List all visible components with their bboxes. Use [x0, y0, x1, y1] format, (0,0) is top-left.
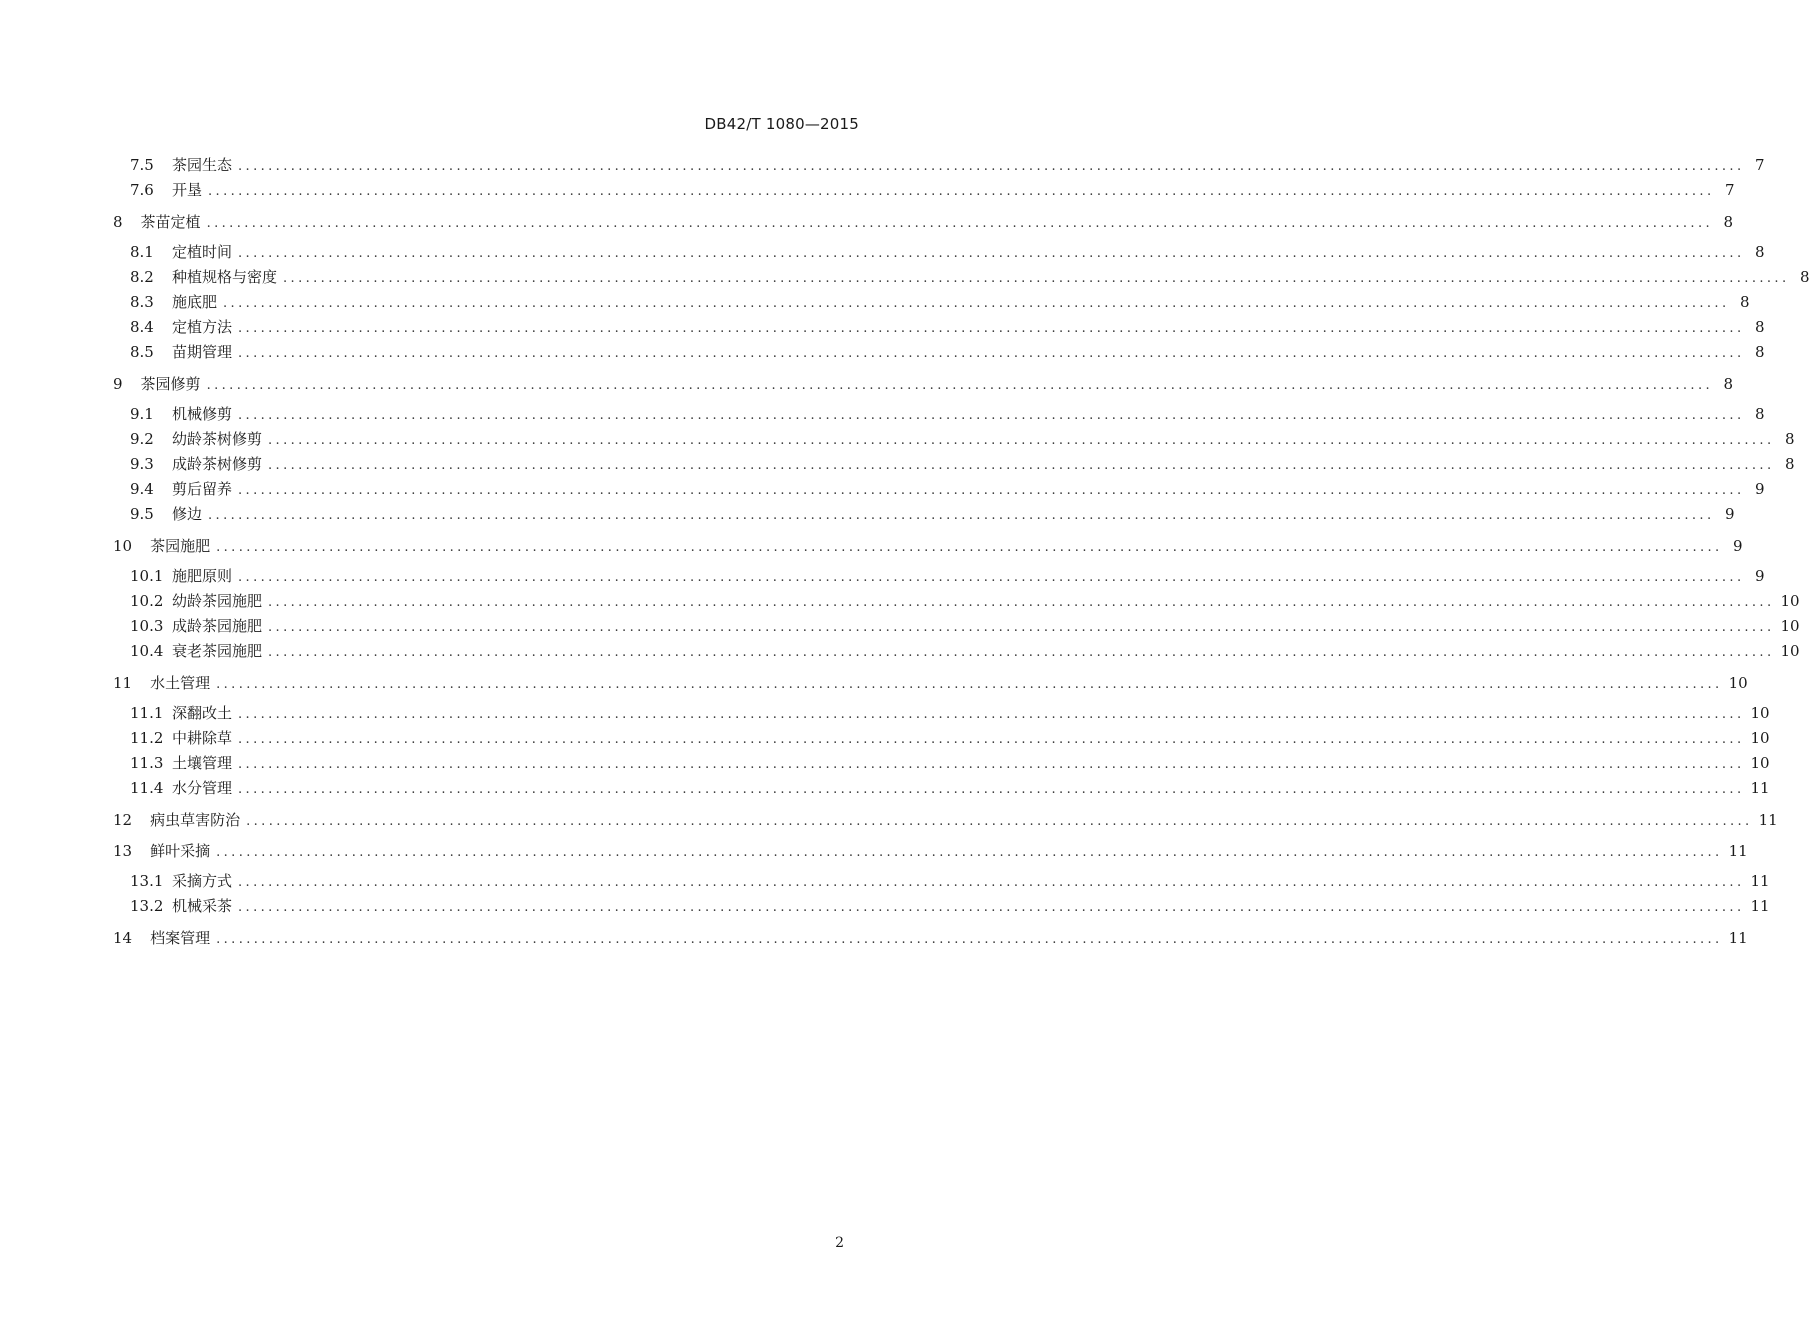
toc-entry[interactable]: [130, 590, 1800, 612]
toc-entry-title: 修边: [172, 505, 203, 523]
toc-entry-number: 13.2: [130, 897, 164, 915]
toc-entry-number: 8: [113, 213, 123, 231]
toc-leader-dots: ........................................................................................................................................................................................................: [238, 757, 1745, 772]
toc-leader-dots: ........................................................................................................................................................................................................: [238, 782, 1745, 797]
toc-leader-dots: ........................................................................................................................................................................................................: [238, 246, 1745, 261]
toc-entry-title: 水分管理: [172, 779, 233, 797]
toc-entry-number: 9.3: [130, 455, 154, 473]
toc-entry-number: 10.2: [130, 592, 164, 610]
toc-leader-dots: ........................................................................................................................................................................................................: [268, 458, 1775, 473]
toc-entry[interactable]: [130, 154, 1765, 176]
toc-entry-page: 8: [1784, 430, 1795, 448]
toc-entry[interactable]: [113, 672, 1748, 694]
toc-entry[interactable]: [130, 291, 1750, 313]
toc-leader-dots: ........................................................................................................................................................................................................: [216, 845, 1723, 860]
toc-entry-page: 10: [1750, 754, 1770, 772]
toc-leader-dots: ........................................................................................................................................................................................................: [238, 321, 1745, 336]
toc-leader-dots: ........................................................................................................................................................................................................: [268, 595, 1775, 610]
toc-entry-title: 茶园生态: [172, 156, 233, 174]
toc-entry-page: 8: [1723, 375, 1734, 393]
toc-entry-title: 施肥原则: [172, 567, 233, 585]
toc-entry-title: 幼龄茶树修剪: [172, 430, 263, 448]
toc-entry-number: 11: [113, 674, 133, 692]
toc-entry[interactable]: [130, 341, 1765, 363]
toc-entry[interactable]: [113, 809, 1778, 831]
toc-entry-page: 8: [1754, 243, 1765, 261]
toc-entry-number: 11.3: [130, 754, 164, 772]
toc-entry-page: 10: [1750, 729, 1770, 747]
toc-entry-page: 9: [1724, 505, 1735, 523]
toc-entry-number: 9.4: [130, 480, 154, 498]
toc-entry-page: 7: [1754, 156, 1765, 174]
toc-entry-page: 8: [1754, 318, 1765, 336]
toc-entry-title: 中耕除草: [172, 729, 233, 747]
toc-entry-number: 9.5: [130, 505, 154, 523]
toc-entry[interactable]: [113, 211, 1734, 233]
toc-entry-page: 11: [1750, 779, 1770, 797]
toc-entry-title: 幼龄茶园施肥: [172, 592, 263, 610]
toc-entry-page: 7: [1724, 181, 1735, 199]
toc-entry-number: 13.1: [130, 872, 164, 890]
toc-entry[interactable]: [130, 403, 1765, 425]
toc-entry[interactable]: [130, 241, 1765, 263]
toc-entry-number: 11.4: [130, 779, 164, 797]
toc-entry-title: 施底肥: [172, 293, 218, 311]
toc-leader-dots: ........................................................................................................................................................................................................: [208, 184, 1715, 199]
toc-entry-title: 鲜叶采摘: [150, 842, 211, 860]
toc-leader-dots: ........................................................................................................................................................................................................: [238, 570, 1745, 585]
toc-entry[interactable]: [113, 535, 1743, 557]
toc-leader-dots: ........................................................................................................................................................................................................: [208, 508, 1715, 523]
toc-entry-number: 9.1: [130, 405, 154, 423]
toc-entry-page: 11: [1750, 872, 1770, 890]
toc-entry-number: 11.1: [130, 704, 164, 722]
toc-leader-dots: ........................................................................................................................................................................................................: [206, 378, 1714, 393]
toc-entry-title: 水土管理: [150, 674, 211, 692]
toc-entry[interactable]: [130, 615, 1800, 637]
toc-entry[interactable]: [130, 565, 1765, 587]
toc-entry-page: 11: [1728, 842, 1748, 860]
toc-entry-title: 种植规格与密度: [172, 268, 278, 286]
toc-entry-page: 11: [1728, 929, 1748, 947]
toc-entry-number: 8.4: [130, 318, 154, 336]
toc-entry[interactable]: [130, 478, 1765, 500]
toc-leader-dots: ........................................................................................................................................................................................................: [238, 900, 1745, 915]
toc-entry-number: 8.5: [130, 343, 154, 361]
toc-entry[interactable]: [130, 727, 1770, 749]
toc-entry-page: 8: [1754, 343, 1765, 361]
toc-entry-number: 7.6: [130, 181, 154, 199]
toc-entry-page: 8: [1739, 293, 1750, 311]
toc-leader-dots: ........................................................................................................................................................................................................: [238, 408, 1745, 423]
toc-entry-page: 10: [1780, 617, 1800, 635]
toc-entry-number: 14: [113, 929, 133, 947]
toc-entry[interactable]: [130, 266, 1809, 288]
toc-leader-dots: ........................................................................................................................................................................................................: [238, 875, 1745, 890]
document-code: DB42/T 1080—2015: [704, 115, 859, 133]
toc-entry-page: 8: [1799, 268, 1809, 286]
toc-entry-title: 成龄茶树修剪: [172, 455, 263, 473]
toc-leader-dots: ........................................................................................................................................................................................................: [283, 271, 1790, 286]
toc-entry[interactable]: [113, 840, 1748, 862]
toc-entry-number: 10.3: [130, 617, 164, 635]
toc-entry-number: 8.1: [130, 243, 154, 261]
toc-entry-page: 8: [1754, 405, 1765, 423]
toc-entry-number: 13: [113, 842, 133, 860]
toc-entry-title: 剪后留养: [172, 480, 233, 498]
toc-entry-title: 苗期管理: [172, 343, 233, 361]
toc-entry-number: 9: [113, 375, 123, 393]
toc-leader-dots: ........................................................................................................................................................................................................: [206, 216, 1714, 231]
toc-entry[interactable]: [113, 373, 1734, 395]
toc-entry-number: 8.2: [130, 268, 154, 286]
toc-entry-title: 成龄茶园施肥: [172, 617, 263, 635]
toc-entry[interactable]: [130, 640, 1800, 662]
toc-entry[interactable]: [130, 895, 1770, 917]
toc-leader-dots: ........................................................................................................................................................................................................: [216, 677, 1723, 692]
toc-entry-title: 定植方法: [172, 318, 233, 336]
toc-entry-number: 10: [113, 537, 133, 555]
toc-entry-number: 10.4: [130, 642, 164, 660]
toc-leader-dots: ........................................................................................................................................................................................................: [216, 932, 1723, 947]
toc-leader-dots: ........................................................................................................................................................................................................: [238, 732, 1745, 747]
toc-leader-dots: ........................................................................................................................................................................................................: [268, 645, 1775, 660]
toc-entry-title: 茶苗定植: [140, 213, 201, 231]
toc-entry-title: 开垦: [172, 181, 203, 199]
toc-entry-page: 11: [1758, 811, 1778, 829]
toc-entry-title: 衰老茶园施肥: [172, 642, 263, 660]
toc-entry-title: 茶园修剪: [140, 375, 201, 393]
toc-entry-title: 档案管理: [150, 929, 211, 947]
toc-leader-dots: ........................................................................................................................................................................................................: [216, 540, 1723, 555]
toc-entry[interactable]: [130, 503, 1735, 525]
toc-entry-page: 10: [1728, 674, 1748, 692]
toc-entry-title: 机械修剪: [172, 405, 233, 423]
toc-entry-number: 10.1: [130, 567, 164, 585]
toc-leader-dots: ........................................................................................................................................................................................................: [238, 346, 1745, 361]
toc-entry-page: 9: [1754, 480, 1765, 498]
toc-entry[interactable]: [113, 927, 1748, 949]
toc-entry-title: 土壤管理: [172, 754, 233, 772]
toc-leader-dots: ........................................................................................................................................................................................................: [238, 707, 1745, 722]
toc-entry[interactable]: [130, 453, 1795, 475]
toc-entry-page: 10: [1750, 704, 1770, 722]
toc-leader-dots: ........................................................................................................................................................................................................: [246, 814, 1753, 829]
toc-leader-dots: ........................................................................................................................................................................................................: [268, 620, 1775, 635]
toc-entry-number: 12: [113, 811, 133, 829]
toc-entry-title: 机械采茶: [172, 897, 233, 915]
toc-entry-number: 11.2: [130, 729, 164, 747]
toc-entry[interactable]: [130, 179, 1735, 201]
toc-entry[interactable]: [130, 777, 1770, 799]
toc-entry[interactable]: [130, 316, 1765, 338]
toc-entry-number: 7.5: [130, 156, 154, 174]
toc-entry-title: 采摘方式: [172, 872, 233, 890]
toc-entry-title: 深翻改土: [172, 704, 233, 722]
toc-entry-page: 9: [1733, 537, 1743, 555]
toc-entry-number: 8.3: [130, 293, 154, 311]
toc-entry-page: 10: [1780, 642, 1800, 660]
toc-entry-page: 8: [1784, 455, 1795, 473]
toc-entry-page: 11: [1750, 897, 1770, 915]
toc-entry[interactable]: [130, 870, 1770, 892]
toc-leader-dots: ........................................................................................................................................................................................................: [238, 483, 1745, 498]
toc-entry[interactable]: [130, 752, 1770, 774]
toc-entry-number: 9.2: [130, 430, 154, 448]
toc-entry[interactable]: [130, 702, 1770, 724]
toc-leader-dots: ........................................................................................................................................................................................................: [223, 296, 1730, 311]
toc-leader-dots: ........................................................................................................................................................................................................: [238, 159, 1745, 174]
toc-entry-page: 8: [1723, 213, 1734, 231]
toc-entry-title: 定植时间: [172, 243, 233, 261]
toc-entry-title: 茶园施肥: [150, 537, 211, 555]
toc-entry-title: 病虫草害防治: [150, 811, 241, 829]
toc-entry-page: 9: [1754, 567, 1765, 585]
toc-entry-page: 10: [1780, 592, 1800, 610]
toc-leader-dots: ........................................................................................................................................................................................................: [268, 433, 1775, 448]
toc-entry[interactable]: [130, 428, 1795, 450]
page-number: 2: [835, 1235, 844, 1251]
